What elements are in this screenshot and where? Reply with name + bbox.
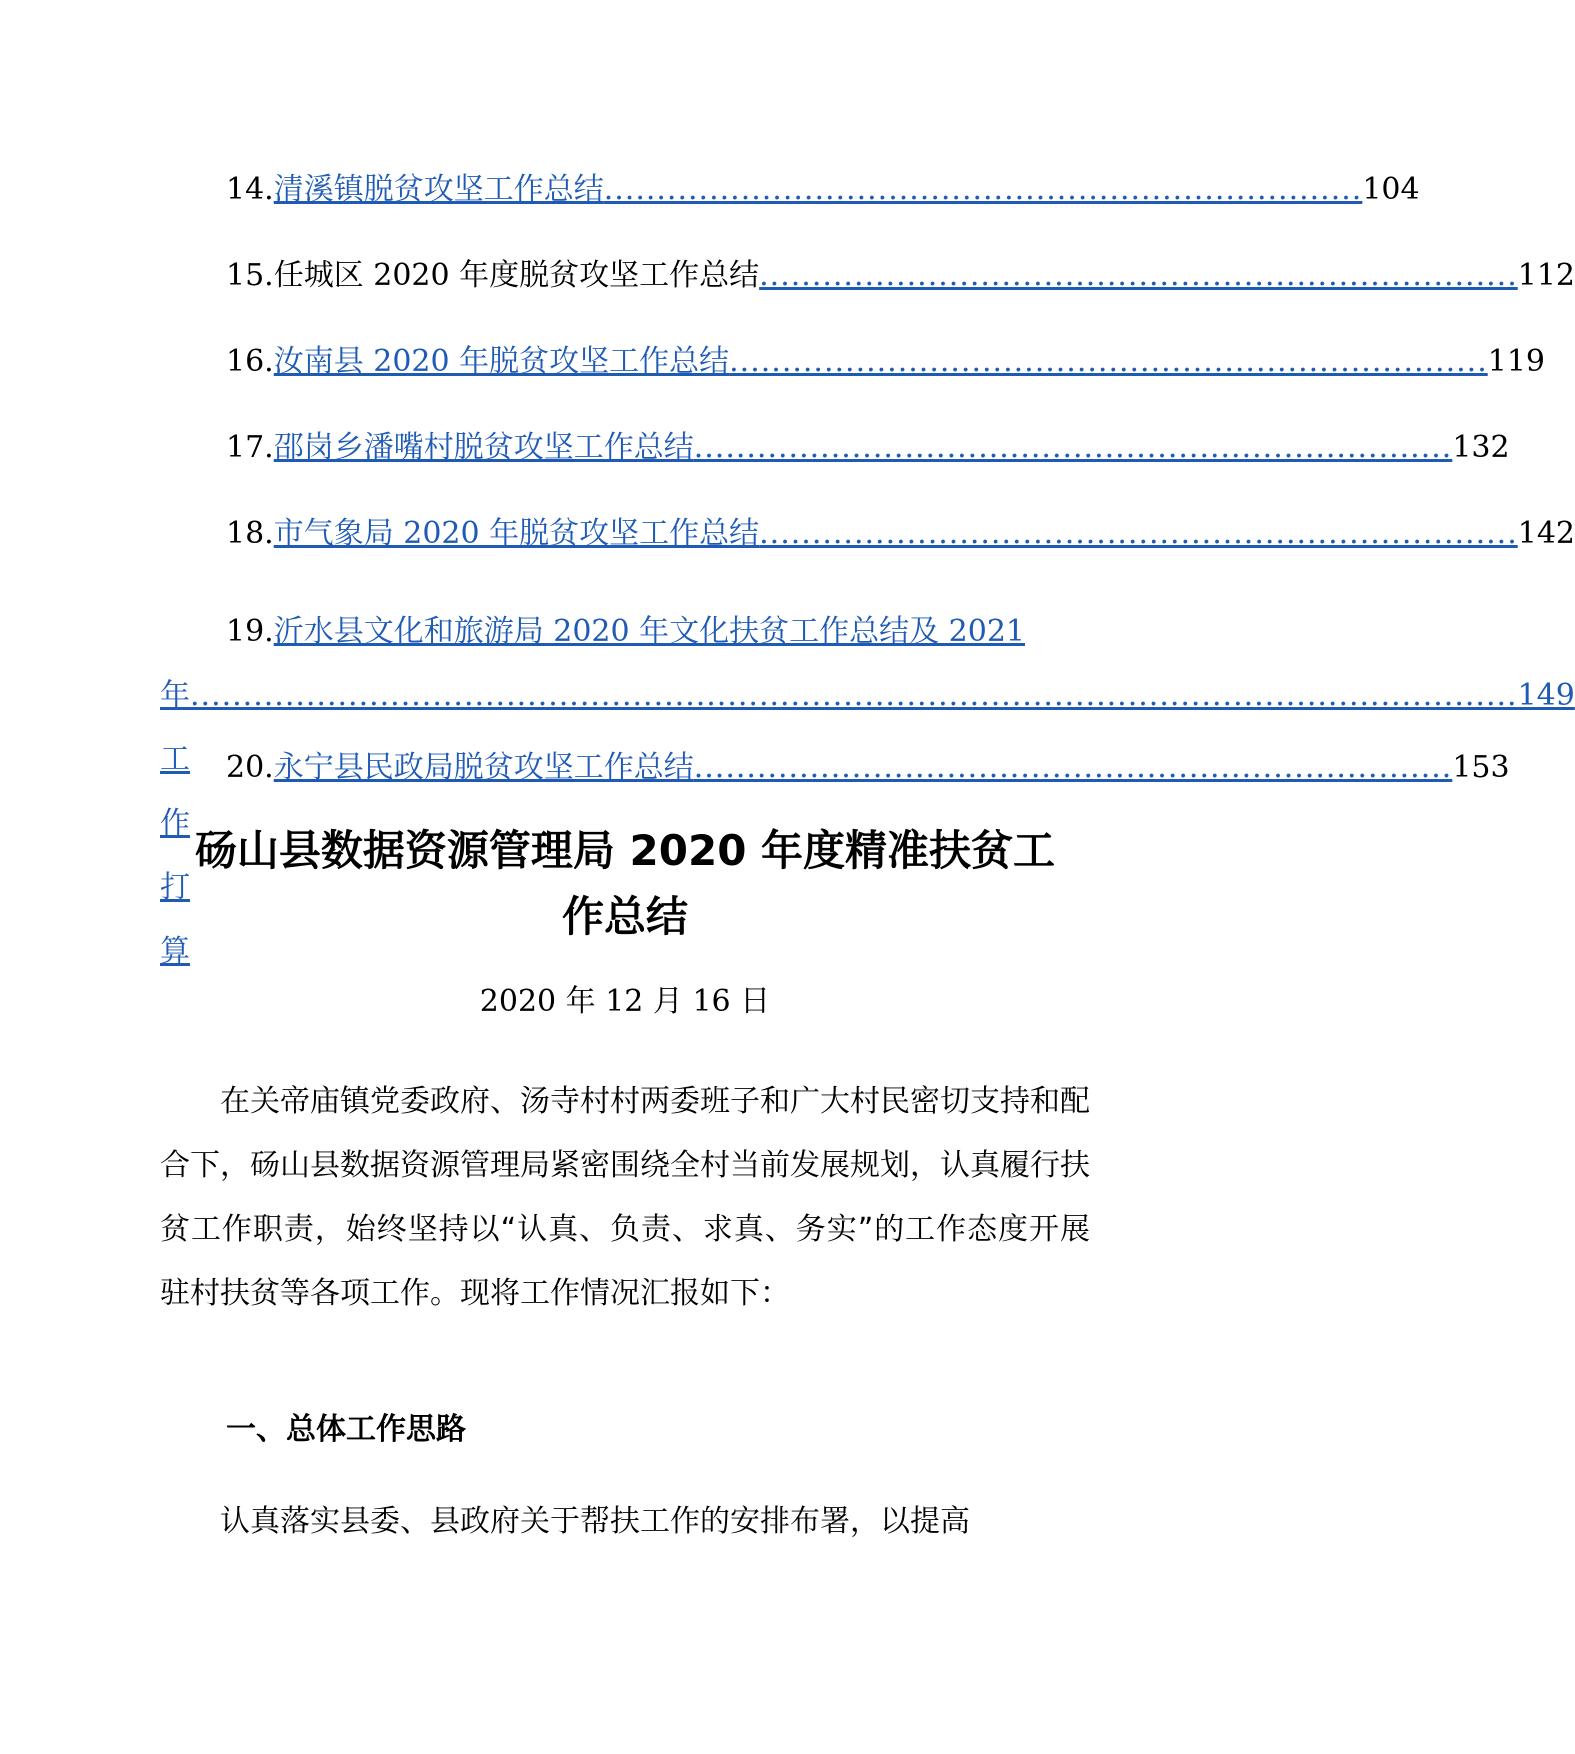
toc-entry-number: 17.: [226, 430, 274, 465]
toc-page-number[interactable]: 149: [1517, 678, 1575, 713]
intro-paragraph: 在关帝庙镇党委政府、汤寺村村两委班子和广大村民密切支持和配合下，砀山县数据资源管理局紧密围绕全村当前发展规划，认真履行扶贫工作职责，始终坚持以“认真、负责、求真、务实”的工作态度开展驻村扶贫等各项工作。现将工作情况汇报如下：: [160, 1084, 1090, 1311]
toc-entry-number: 18.: [226, 516, 274, 551]
toc-leader-dots: ........................................................................: [693, 430, 1453, 465]
toc-leader-dots: ........................................................................: [603, 172, 1363, 207]
toc-page-number[interactable]: 119: [1487, 344, 1546, 379]
toc-page-number[interactable]: 132: [1452, 430, 1510, 465]
toc-leader-dots: ........................................................................: [693, 750, 1453, 785]
toc-entry-number: 14.: [226, 172, 274, 207]
toc-entry-title[interactable]: 市气象局 2020 年脱贫攻坚工作总结: [273, 516, 760, 551]
section-body: [160, 1490, 1090, 1554]
toc-entry-number: 15.: [226, 258, 274, 293]
document-title-line2: 作总结: [561, 892, 688, 941]
toc-entry-title[interactable]: 永宁县民政局脱贫攻坚工作总结: [273, 750, 694, 785]
toc-entry-16[interactable]: [160, 342, 1546, 428]
toc-entry-title[interactable]: 邵岗乡潘嘴村脱贫攻坚工作总结: [273, 430, 694, 465]
document-title-line1: 砀山县数据资源管理局 2020 年度精准扶贫工: [194, 826, 1056, 875]
toc-entry-title[interactable]: 清溪镇脱贫攻坚工作总结: [273, 172, 604, 207]
toc-leader-dots: ..............................................................................................................................: [190, 678, 1518, 713]
section-heading: 一、总体工作思路: [226, 1412, 466, 1447]
toc-entry-number: 19.: [226, 614, 274, 649]
toc-entry-number: 20.: [226, 750, 274, 785]
toc-entry-title: 任城区 2020 年度脱贫攻坚工作总结: [273, 258, 760, 293]
toc-entry-15[interactable]: [160, 256, 1575, 342]
toc-page-number[interactable]: 112: [1517, 258, 1575, 293]
document-title: [160, 818, 1090, 950]
toc-entry-19-line1: [160, 600, 1090, 664]
toc-page-number[interactable]: 142: [1517, 516, 1575, 551]
toc-entry-title[interactable]: 沂水县文化和旅游局 2020 年文化扶贫工作总结及 2021: [273, 614, 1026, 649]
toc-leader-dots: ........................................................................: [759, 516, 1518, 551]
toc-entry-title-continued[interactable]: 年工作打算: [160, 678, 190, 969]
toc-page-number[interactable]: 104: [1362, 172, 1420, 207]
intro-section: [160, 1070, 1090, 1326]
toc-entry-14[interactable]: [160, 170, 1420, 256]
toc-leader-dots: ........................................................................: [759, 258, 1518, 293]
toc-leader-dots: ........................................................................: [729, 344, 1488, 379]
toc-entry-18[interactable]: [160, 514, 1575, 600]
toc-entry-number: 16.: [226, 344, 274, 379]
section-paragraph: 认真落实县委、县政府关于帮扶工作的安排布署，以提高: [220, 1504, 970, 1539]
toc-entry-title[interactable]: 汝南县 2020 年脱贫攻坚工作总结: [273, 344, 730, 379]
document-date: 2020 年 12 月 16 日: [479, 984, 771, 1019]
toc-entry-17[interactable]: [160, 428, 1510, 514]
toc-page-number[interactable]: 153: [1452, 750, 1510, 785]
